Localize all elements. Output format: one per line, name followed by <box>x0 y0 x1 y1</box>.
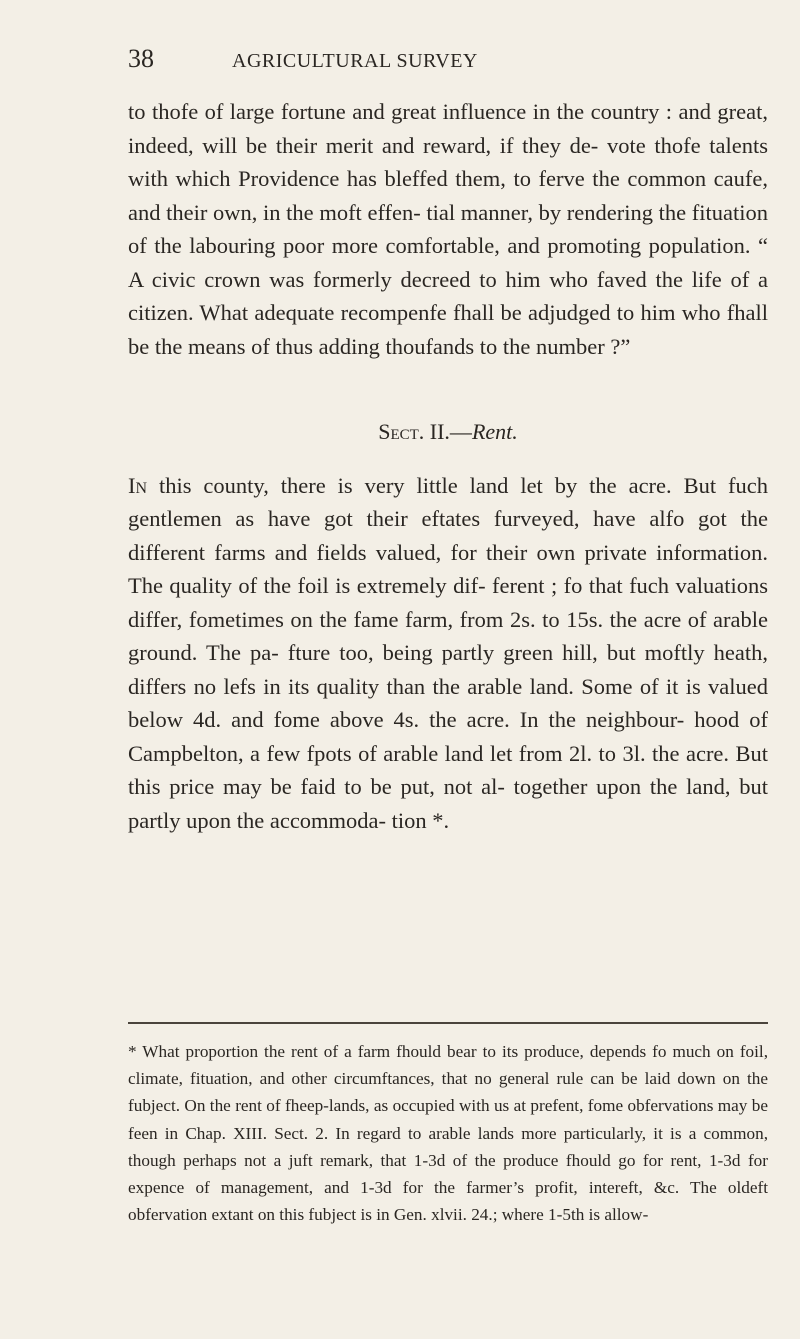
page-header <box>128 44 768 84</box>
footnote <box>128 1038 768 1228</box>
section-title: Rent. <box>471 419 518 444</box>
paragraph-rent <box>128 469 768 838</box>
main-text <box>128 95 768 837</box>
paragraph-continued: to thofe of large fortune and great influence in the country : and great, indeed, will be their merit and reward, if they de- vote thofe talents with which Providence has bleffed them, to ferve the common caufe, and their own, in the moft effen- tial manner, by rendering the fituation of the labouring poor more comfortable, and promoting population. “ A civic crown was formerly decreed to him who faved the life of a citizen. What adequate recompenfe fhall be adjudged to him who fhall be the means of thus adding thoufands to the number ?” <box>128 99 768 359</box>
paragraph-lead-word: In <box>128 472 148 498</box>
footnote-rule <box>128 1022 768 1024</box>
section-heading <box>128 415 768 449</box>
footnote-text: * What proportion the rent of a farm fhould bear to its produce, depends fo much on foil, climate, fituation, and other circumftances, that no general rule can be laid down on the fubject. On the rent of fheep-lands, as occupied with us at prefent, fome obfervations may be feen in Chap. XIII. Sect. 2. In regard to arable lands more particularly, it is a common, though perhaps not a juft remark, that 1-3d of the produce fhould go for rent, 1-3d for expence of management, and 1-3d for the farmer’s profit, intereft, &c. The oldeft obfervation extant on this fubject is in Gen. xlvii. 24.; where 1-5th is allow- <box>128 1042 768 1225</box>
paragraph-rent-text: this county, there is very little land let by the acre. But fuch gentlemen as have got their eftates furveyed, have alfo got the different farms and fields valued, for their own private information. The quality of the foil is extremely dif- ferent ; fo that fuch valuations differ, fometimes on the fame farm, from 2s. to 15s. the acre of arable ground. The pa- fture too, being partly green hill, but moftly heath, differs no lefs in its quality than the arable land. Some of it is valued below 4d. and fome above 4s. the acre. In the neighbour- hood of Campbelton, a few fpots of arable land let from 2l. to 3l. the acre. But this price may be faid to be put, not al- together upon the land, but partly upon the accommoda- tion *. <box>128 472 768 833</box>
page-number: 38 <box>128 44 154 73</box>
section-label: Sect. II.— <box>378 419 472 444</box>
running-head: AGRICULTURAL SURVEY <box>232 50 478 72</box>
